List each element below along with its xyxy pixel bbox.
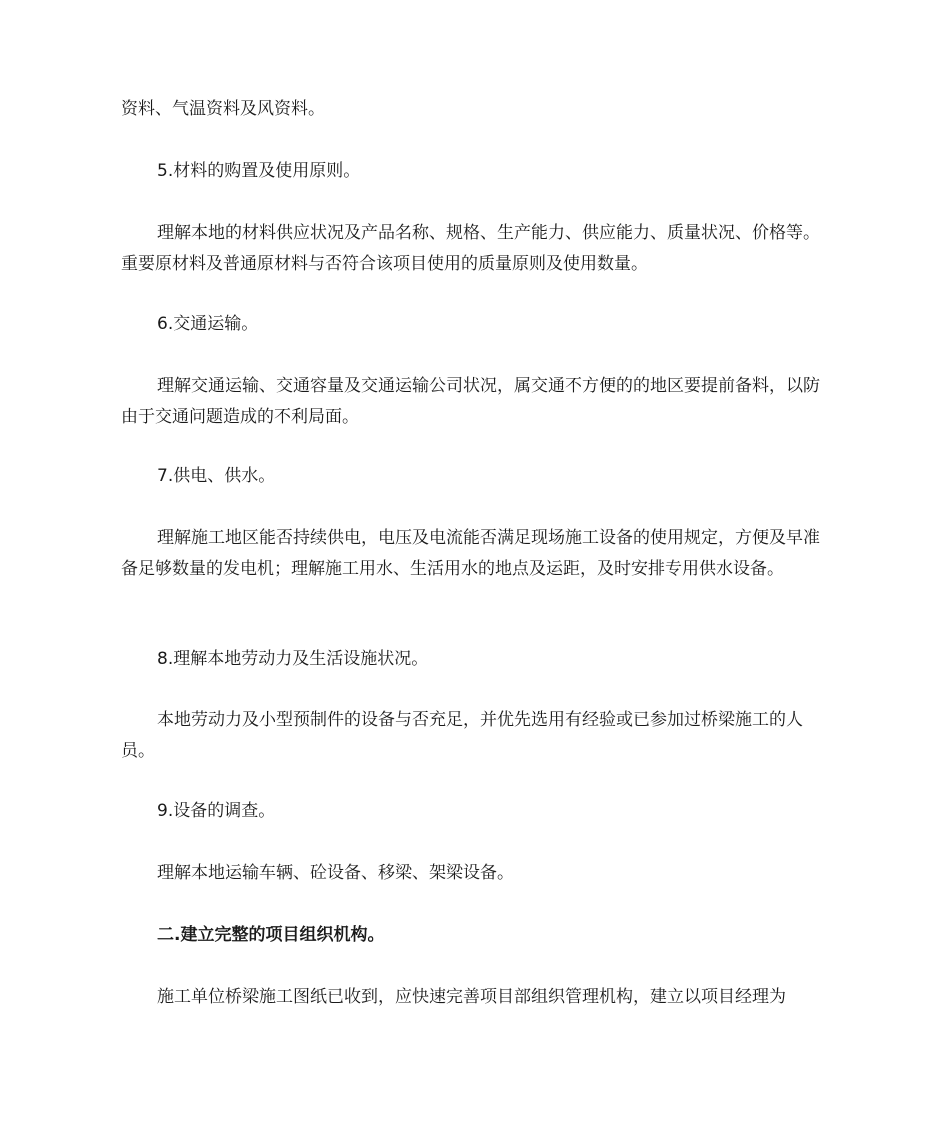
- section-heading-materials: 5.材料的购置及使用原则。: [157, 161, 361, 181]
- section-heading-transport: 6.交通运输。: [157, 314, 259, 334]
- section-heading-organization: 二.建立完整的项目组织机构。: [157, 925, 385, 945]
- section-heading-power-water: 7.供电、供水。: [157, 466, 276, 486]
- paragraph-transport: 理解交通运输、交通容量及交通运输公司状况，属交通不方便的的地区要提前备料，以防由于交通问题造成的不利局面。: [121, 376, 820, 427]
- paragraph-organization: 施工单位桥梁施工图纸已收到，应快速完善项目部组织管理机构，建立以项目经理为: [157, 987, 786, 1007]
- paragraph-power-water: 理解施工地区能否持续供电，电压及电流能否满足现场施工设备的使用规定，方便及早准备足够数量的发电机；理解施工用水、生活用水的地点及运距，及时安排专用供水设备。: [121, 528, 820, 579]
- paragraph-equipment: 理解本地运输车辆、砼设备、移梁、架梁设备。: [157, 863, 514, 883]
- section-heading-labor: 8.理解本地劳动力及生活设施状况。: [157, 649, 429, 669]
- paragraph-continuation: 资料、气温资料及风资料。: [121, 99, 325, 119]
- paragraph-materials: 理解本地的材料供应状况及产品名称、规格、生产能力、供应能力、质量状况、价格等。重要原材料及普通原材料与否符合该项目使用的质量原则及使用数量。: [121, 223, 820, 274]
- paragraph-labor: 本地劳动力及小型预制件的设备与否充足，并优先选用有经验或已参加过桥梁施工的人员。: [121, 710, 803, 761]
- section-heading-equipment: 9.设备的调查。: [157, 801, 276, 821]
